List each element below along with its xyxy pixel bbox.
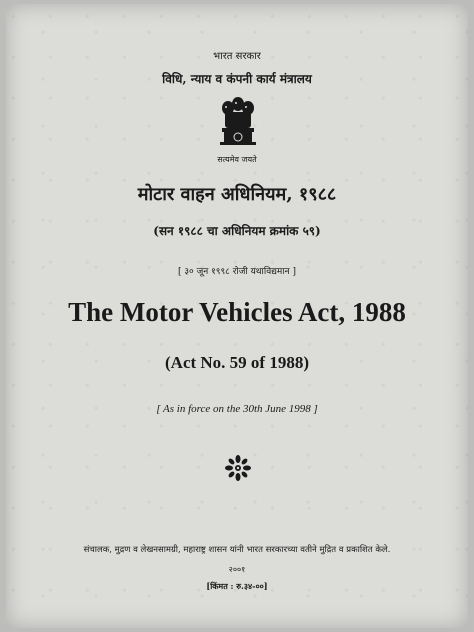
ministry-label: विधि, न्याय व कंपनी कार्य मंत्रालय (162, 72, 312, 86)
english-act-number: (Act No. 59 of 1988) (165, 353, 309, 372)
hindi-title: मोटार वाहन अधिनियम, १९८८ (137, 184, 337, 205)
ashoka-emblem-icon (217, 94, 259, 156)
publication-year: २००१ (228, 565, 246, 574)
motto-text: सत्यमेव जयते (217, 155, 257, 164)
publisher-line: संचालक, मुद्रण व लेखनसामग्री, महाराष्ट्र शासन यांनी भारत सरकारच्या वतीने मुद्रित व प्रकाशित केले. (83, 545, 391, 555)
hindi-act-number: (सन १९८८ चा अधिनियम क्रमांक ५९) (153, 224, 321, 238)
hindi-in-force-note: [ ३० जून १९९८ रोजी यथाविद्यमान ] (178, 267, 296, 277)
document-page (6, 4, 468, 628)
flower-ornament-icon (224, 454, 252, 482)
english-in-force-note: [ As in force on the 30th June 1998 ] (156, 403, 318, 415)
government-label: भारत सरकार (213, 51, 261, 62)
english-title: The Motor Vehicles Act, 1988 (68, 297, 406, 327)
price-label: [किंमत : रु.३४-००] (206, 581, 268, 591)
